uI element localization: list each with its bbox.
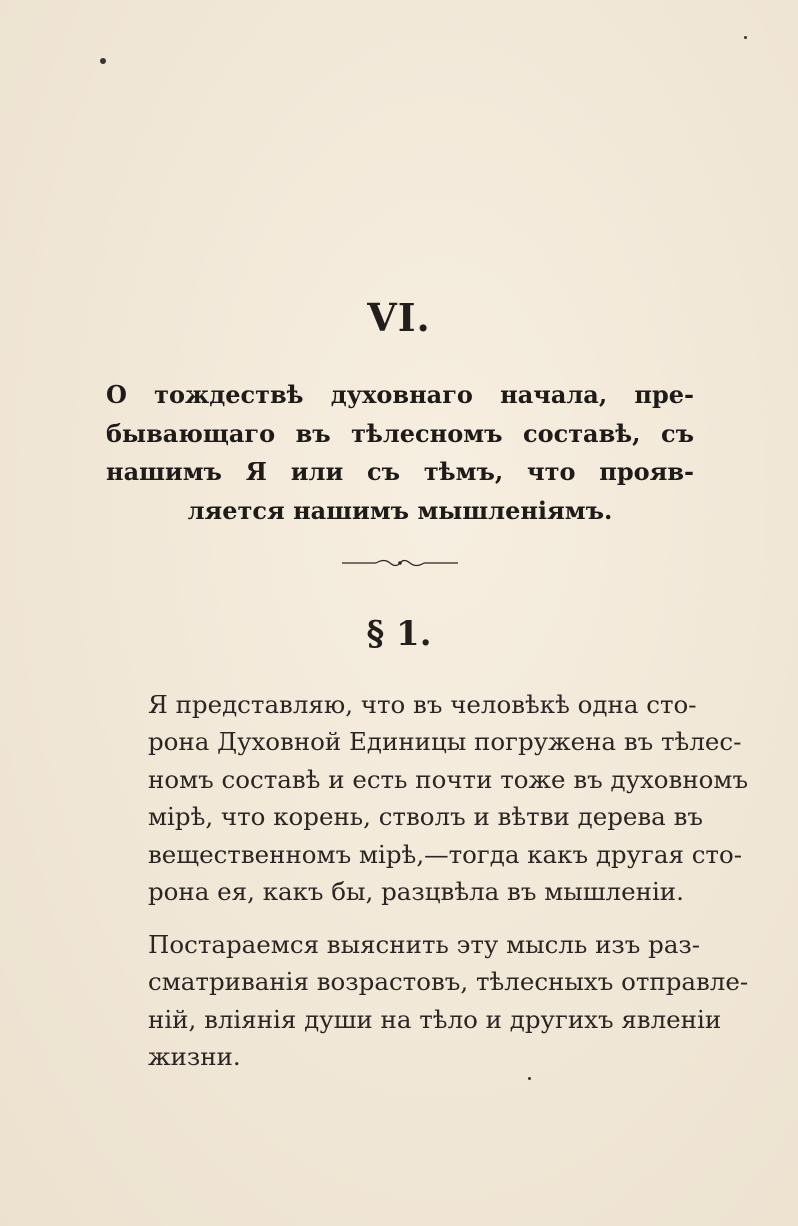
ink-speck: [528, 1077, 531, 1080]
text-line: жизни.: [148, 1042, 241, 1072]
ornament-divider: [340, 556, 460, 570]
chapter-title-line: О тождествѣ духовнаго начала, пре-: [106, 380, 694, 409]
ink-speck: [744, 36, 747, 39]
paragraph: [148, 686, 749, 910]
chapter-number: VI.: [367, 295, 431, 340]
text-line: ній, вліянія души на тѣло и другихъ явленіи: [148, 1004, 722, 1034]
text-line: номъ составѣ и есть почти тоже въ духовномъ: [148, 764, 749, 794]
text-line: мірѣ, что корень, стволъ и вѣтви дерева въ: [148, 802, 703, 832]
chapter-title-line: бывающаго въ тѣлесномъ составѣ, съ: [106, 418, 694, 448]
text-line: Я представляю, что въ человѣкѣ одна сто-: [148, 690, 697, 719]
text-line: вещественномъ мірѣ,—тогда какъ другая сто-: [148, 839, 743, 869]
text-line: рона Духовной Единицы погружена въ тѣлес-: [148, 727, 742, 757]
chapter-title-line: нашимъ Я или съ тѣмъ, что прояв-: [106, 457, 694, 486]
paragraph: [148, 926, 749, 1076]
text-line: рона ея, какъ бы, разцвѣла въ мышленіи.: [148, 877, 684, 907]
text-line: сматриванія возрастовъ, тѣлесныхъ отправле-: [148, 967, 749, 997]
section-heading: § 1.: [366, 614, 432, 654]
chapter-title: [106, 376, 694, 530]
text-line: Постараемся выяснить эту мысль изъ раз-: [148, 930, 701, 959]
ink-speck: [100, 58, 106, 64]
chapter-title-line: ляется нашимъ мышленіямъ.: [187, 495, 613, 525]
